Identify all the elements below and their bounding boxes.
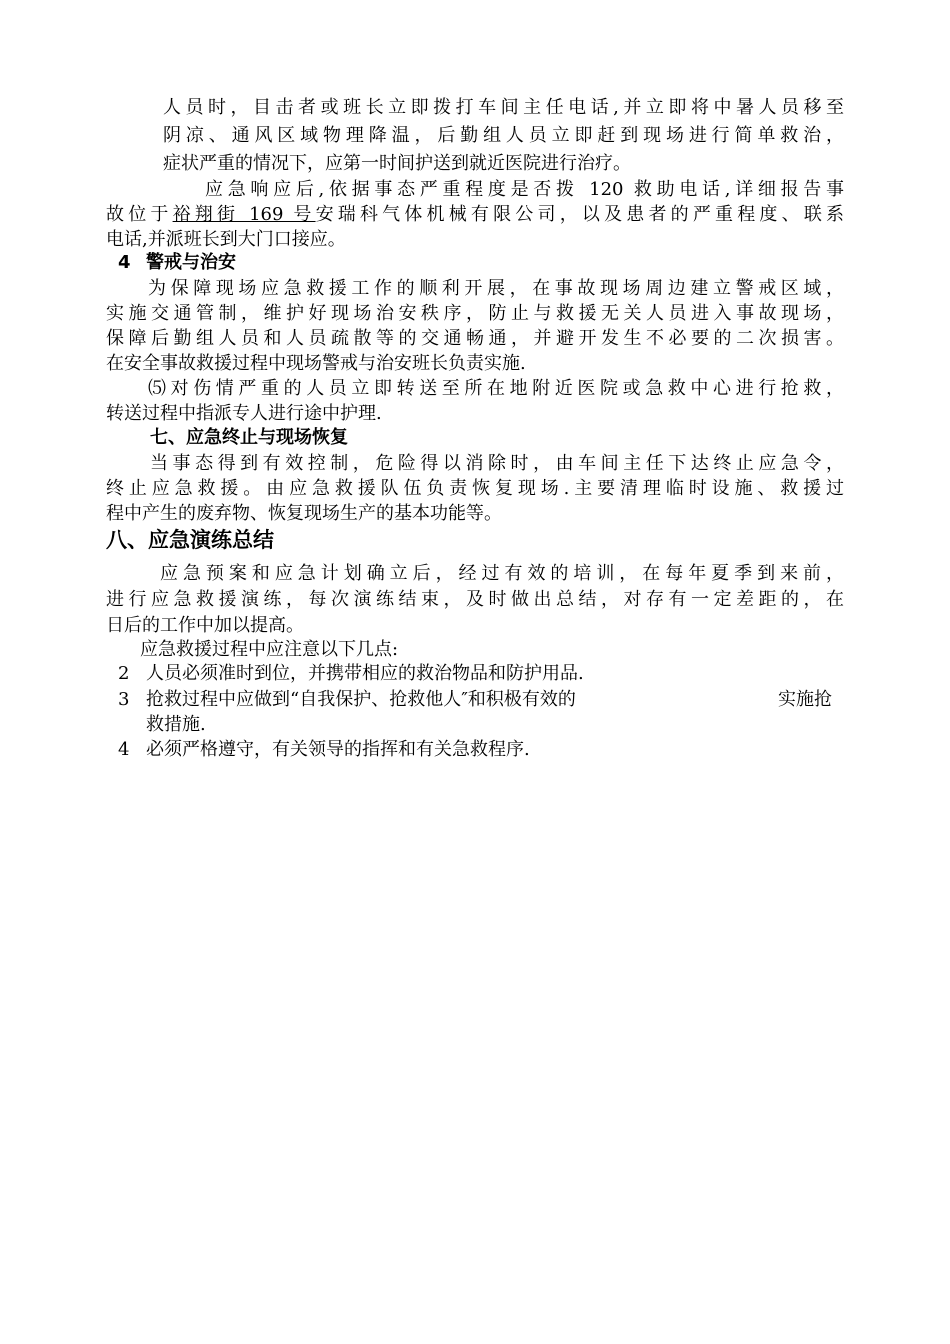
paragraph2-line2-prefix: 故位于 [106,204,173,225]
paragraph2-line2-suffix: 安瑞科气体机械有限公司，以及患者的严重程度、联系 [315,204,845,225]
list-item [118,688,576,712]
list-item-continuation: 救措施. [146,714,206,735]
section4-line4: 在安全事故救援过程中现场警戒与治安班长负责实施. [106,353,526,374]
section8-intro: 应急救援过程中应注意以下几点: [140,639,399,660]
section4-heading [118,251,236,275]
section8-line1: 应急预案和应急计划确立后，经过有效的培训，在每年夏季到来前， [160,563,844,584]
item5-line2: 转送过程中指派专人进行途中护理. [106,403,382,424]
paragraph2-line3: 电话,并派班长到大门口接应。 [106,229,346,250]
list-item-tail: 实施抢 [778,689,832,710]
section4-number: 4 [118,252,131,273]
list-item [118,662,584,686]
list-item-text: 人员必须准时到位，并携带相应的救治物品和防护用品. [146,663,584,684]
section8-line2: 进行应急救援演练，每次演练结束，及时做出总结，对存有一定差距的，在 [106,589,844,610]
section7-title: 七、应急终止与现场恢复 [150,427,348,448]
item5-line1: ⑸对伤情严重的人员立即转送至所在地附近医院或急救中心进行抢救， [148,378,844,399]
section7-line3: 程中产生的废弃物、恢复现场生产的基本功能等。 [106,503,502,524]
list-item-text: 抢救过程中应做到“自我保护、抢救他人″和积极有效的 [146,689,576,710]
paragraph2-line1: 应急响应后,依据事态严重程度是否拨 120 救助电话,详细报告事 [205,179,844,200]
list-item-number: 3 [118,689,130,710]
section8-line3: 日后的工作中加以提高。 [106,615,304,636]
paragraph1-line2: 阴凉、通风区域物理降温，后勤组人员立即赶到现场进行简单救治， [163,125,844,146]
list-item-number: 4 [118,739,130,760]
section7-line1: 当事态得到有效控制，危险得以消除时，由车间主任下达终止应急令， [150,453,844,474]
section4-line1: 为保障现场应急救援工作的顺利开展，在事故现场周边建立警戒区域， [148,278,844,299]
section4-title: 警戒与治安 [146,252,236,273]
paragraph1-line1: 人员时，目击者或班长立即拨打车间主任电话,并立即将中暑人员移至 [163,97,844,118]
section4-line3: 保障后勤组人员和人员疏散等的交通畅通，并避开发生不必要的二次损害。 [106,328,844,349]
section4-line2: 实施交通管制，维护好现场治安秩序，防止与救援无关人员进入事故现场， [106,303,844,324]
list-item-text: 必须严格遵守，有关领导的指挥和有关急救程序. [146,739,530,760]
address-text: 裕翔街 169 号 [172,204,316,225]
list-item [118,738,530,762]
section8-title: 八、应急演练总结 [106,528,274,552]
list-item-number: 2 [118,663,130,684]
section7-line2: 终止应急救援。由应急救援队伍负责恢复现场.主要清理临时设施、救援过 [106,478,844,499]
paragraph2-line2 [106,203,844,227]
paragraph1-line3: 症状严重的情况下，应第一时间护送到就近医院进行治疗。 [163,153,631,174]
